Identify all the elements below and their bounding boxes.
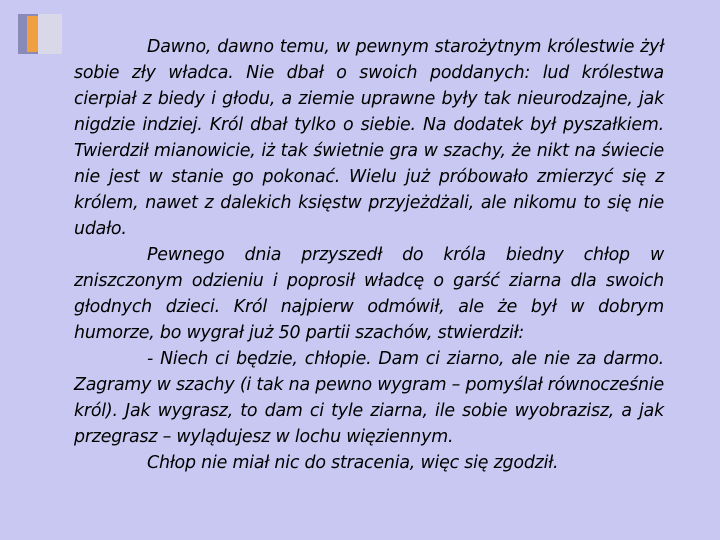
- paragraph-3: - Niech ci będzie, chłopie. Dam ci ziarno, ale nie za darmo. Zagramy w szachy (i tak na pewno wygram – pomyślał równocześnie król). Jak wygrasz, to dam ci tyle ziarna, ile sobie wyobrazisz, a jak przegrasz – wylądujesz w lochu więziennym.: [74, 349, 664, 447]
- paragraph-1: Dawno, dawno temu, w pewnym starożytnym królestwie żył sobie zły władca. Nie dbał o swoich poddanych: lud królestwa cierpiał z biedy i głodu, a ziemie uprawne były tak nieurodzajne, jak nigdzie indziej. Król dbał tylko o siebie. Na dodatek był pyszałkiem. Twierdził mianowicie, iż tak świetnie gra w szachy, że nikt na świecie nie jest w stanie go pokonać. Wielu już próbowało zmierzyć się z królem, nawet z dalekich księstw przyjeżdżali, ale nikomu to się nie udało.: [74, 37, 664, 239]
- logo-icon: [18, 14, 62, 54]
- paragraph-4: Chłop nie miał nic do stracenia, więc się zgodził.: [147, 453, 559, 473]
- story-text: [74, 34, 664, 476]
- paragraph-2: Pewnego dnia przyszedł do króla biedny chłop w zniszczonym odzieniu i poprosił władcę o garść ziarna dla swoich głodnych dzieci. Król najpierw odmówił, ale że był w dobrym humorze, bo wygrał już 50 partii szachów, stwierdził:: [74, 245, 664, 343]
- logo-front-square: [38, 14, 62, 54]
